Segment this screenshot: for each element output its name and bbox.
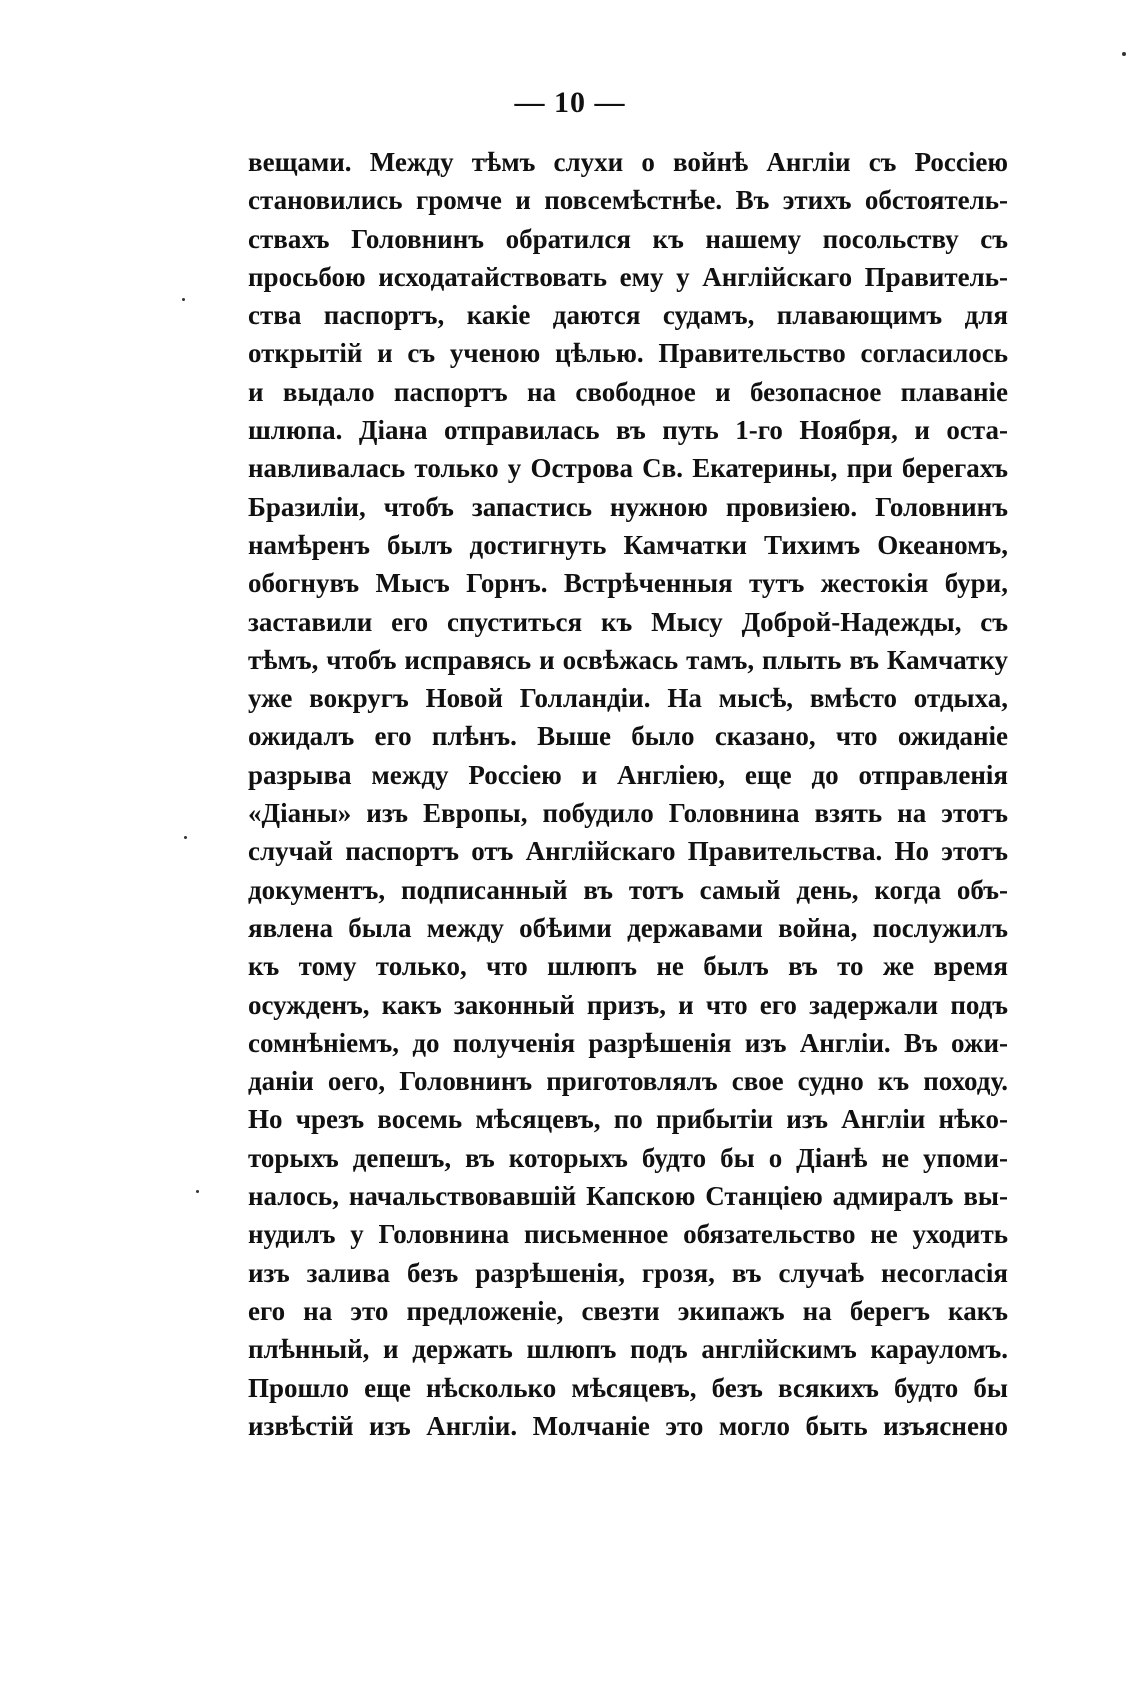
text-line: просьбою исходатайствовать ему у Англійскаго Правитель- xyxy=(248,261,1008,292)
text-line: налось, начальствовавшій Капскою Станціею адмиралъ вы- xyxy=(248,1181,1008,1212)
text-line: сомнѣніемъ, до полученія разрѣшенія изъ Англіи. Въ ожи- xyxy=(248,1027,1008,1058)
text-line: явлена была между обѣими державами война, послужилъ xyxy=(248,912,1008,943)
text-line: заставили его спуститься къ Мысу Доброй-Надежды, съ xyxy=(248,606,1008,637)
text-line: становились громче и повсемѣстнѣе. Въ этихъ обстоятель- xyxy=(248,185,1008,216)
page-number: — 10 — xyxy=(514,86,626,119)
text-line: открытій и съ ученою цѣлью. Правительство согласилось xyxy=(248,338,1008,369)
text-line: Но чрезъ восемь мѣсяцевъ, по прибытіи изъ Англіи нѣко- xyxy=(248,1104,1008,1135)
text-line: намѣренъ былъ достигнуть Камчатки Тихимъ Океаномъ, xyxy=(248,529,1008,560)
scan-speck xyxy=(182,298,185,301)
text-line: изъ залива безъ разрѣшенія, грозя, въ случаѣ несогласія xyxy=(248,1257,1008,1288)
text-line: Прошло еще нѣсколько мѣсяцевъ, безъ всякихъ будто бы xyxy=(248,1372,1008,1403)
text-line: его на это предложеніе, свезти экипажъ на берегъ какъ xyxy=(248,1295,1008,1326)
text-line: тѣмъ, чтобъ исправясь и освѣжась тамъ, плыть въ Камчатку xyxy=(248,644,1008,675)
text-line: документъ, подписанный въ тотъ самый день, когда объ- xyxy=(248,874,1008,905)
scan-speck xyxy=(196,1190,199,1193)
text-line: торыхъ депешъ, въ которыхъ будто бы о Діанѣ не упоми- xyxy=(248,1142,1008,1173)
text-line: уже вокругъ Новой Голландіи. На мысѣ, вмѣсто отдыха, xyxy=(248,683,1008,714)
text-line: извѣстій изъ Англіи. Молчаніе это могло быть изъяснено xyxy=(248,1410,1008,1441)
text-line: случай паспортъ отъ Англійскаго Правительства. Но этотъ xyxy=(248,836,1008,867)
text-line: осужденъ, какъ законный призъ, и что его задержали подъ xyxy=(248,989,1008,1020)
text-line: разрыва между Россіею и Англіею, еще до отправленія xyxy=(248,759,1008,790)
text-line: вещами. Между тѣмъ слухи о войнѣ Англіи съ Россіею xyxy=(248,147,1008,177)
scan-speck xyxy=(1122,52,1126,56)
text-line: навливалась только у Острова Св. Екатерины, при берегахъ xyxy=(248,453,1008,484)
text-line: Бразиліи, чтобъ запастись нужною провизіею. Головнинъ xyxy=(248,491,1008,522)
scan-speck xyxy=(184,836,187,839)
body-text xyxy=(248,143,1008,1445)
text-line: ствахъ Головнинъ обратился къ нашему посольству съ xyxy=(248,223,1008,254)
text-line: ожидалъ его плѣнъ. Выше было сказано, что ожиданіе xyxy=(248,721,1008,752)
text-line: шлюпа. Діана отправилась въ путь 1-го Ноября, и оста- xyxy=(248,415,1008,446)
text-line: плѣнный, и держать шлюпъ подъ англійскимъ карауломъ. xyxy=(248,1334,1008,1365)
text-line: «Діаны» изъ Европы, побудило Головнина взять на этотъ xyxy=(248,798,1008,829)
text-line: даніи оего, Головнинъ приготовлялъ свое судно къ походу. xyxy=(248,1066,1008,1097)
text-line: ства паспортъ, какіе даются судамъ, плавающимъ для xyxy=(248,300,1008,331)
text-line: къ тому только, что шлюпъ не былъ въ то же время xyxy=(248,951,1008,982)
text-line: нудилъ у Головнина письменное обязательство не уходить xyxy=(248,1219,1008,1250)
text-line: и выдало паспортъ на свободное и безопасное плаваніе xyxy=(248,376,1008,407)
text-line: обогнувъ Мысъ Горнъ. Встрѣченныя тутъ жестокія бури, xyxy=(248,568,1008,599)
